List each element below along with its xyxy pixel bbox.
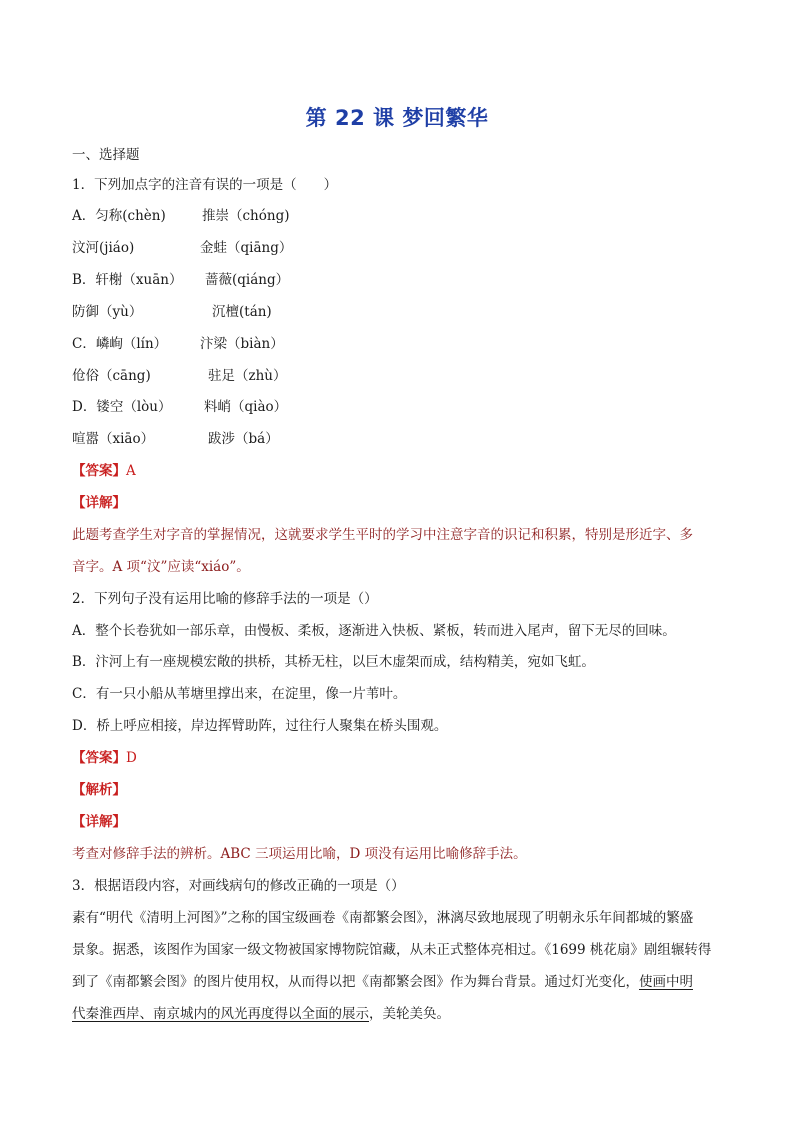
answer-value: A [126, 463, 136, 479]
q1-item: A．匀称(chèn) [72, 208, 166, 224]
q2-option-c: C．有一只小船从苇塘里撑出来，在淀里，像一片苇叶。 [72, 686, 407, 702]
q3-passage-line: 景象。据悉，该图作为国家一级文物被国家博物院馆藏，从未正式整体亮相过。《1699 桃花扇》剧组辗转得 [72, 942, 712, 958]
underlined-sentence: 使画中明 [639, 974, 693, 990]
q1-option-row [72, 397, 288, 417]
lesson-title: 第 22 课 梦回繁华 [305, 106, 489, 130]
q3-passage-line: 素有“明代《清明上河图》”之称的国宝级画卷《南都繁会图》，淋漓尽致地展现了明朝永乐年间都城的繁盛 [72, 910, 694, 926]
q1-item: D．镂空（lòu） [72, 399, 172, 415]
q1-option-row [72, 366, 287, 386]
underlined-sentence: 代秦淮西岸、南京城内的风光再度得以全面的展示 [72, 1006, 369, 1022]
q2-detail-label [72, 812, 126, 832]
q1-item: 蔷薇(qiáng） [205, 272, 290, 288]
q1-detail-text: 此题考查学生对字音的掌握情况，这就要求学生平时的学习中注意字音的识记和积累，特别是形近字、多 [72, 527, 693, 543]
q1-item: B．轩榭（xuān） [72, 272, 183, 288]
q1-option-row [72, 206, 290, 226]
q1-item: 金蛙（qiāng） [200, 240, 293, 256]
q2-detail-text: 考查对修辞手法的辨析。ABC 三项运用比喻，D 项没有运用比喻修辞手法。 [72, 846, 527, 862]
answer-label: 【答案】 [72, 463, 126, 479]
q1-detail-label [72, 493, 126, 513]
q1-item: C．嶙峋（lín） [72, 336, 168, 352]
q1-answer [72, 461, 136, 481]
q1-item: 汶河(jiáo) [72, 240, 135, 256]
answer-label: 【答案】 [72, 750, 126, 766]
q2-answer [72, 748, 137, 768]
q1-item: 料峭（qiào） [204, 399, 288, 415]
q1-item: 喧嚣（xiāo） [72, 431, 155, 447]
analysis-label: 【解析】 [72, 782, 126, 798]
q1-item: 跋涉（bá） [208, 431, 279, 447]
q3-stem: 3．根据语段内容，对画线病句的修改正确的一项是（） [72, 878, 405, 894]
q2-option-b: B．汴河上有一座规模宏敞的拱桥，其桥无柱，以巨木虚架而成，结构精美，宛如飞虹。 [72, 654, 595, 670]
q1-item: 沉檀(tán) [212, 304, 272, 320]
section-heading: 一、选择题 [72, 147, 140, 163]
q1-option-row [72, 334, 284, 354]
q2-option-a: A．整个长卷犹如一部乐章，由慢板、柔板，逐渐进入快板、紧板，转而进入尾声，留下无尽的回味。 [72, 623, 676, 639]
q1-item: 防御（yù） [72, 304, 143, 320]
q1-item: 推崇（chóng) [202, 208, 290, 224]
q1-stem: 1．下列加点字的注音有误的一项是（ ） [72, 177, 338, 193]
q3-passage-line [72, 972, 693, 992]
q1-option-row [72, 270, 290, 290]
detail-label: 【详解】 [72, 814, 126, 830]
q2-stem: 2．下列句子没有运用比喻的修辞手法的一项是（） [72, 591, 378, 607]
passage-text: ，美轮美奂。 [369, 1006, 450, 1022]
q1-option-row [72, 302, 272, 322]
detail-label: 【详解】 [72, 495, 126, 511]
q1-item: 汴梁（biàn） [200, 336, 284, 352]
q1-item: 驻足（zhù） [208, 368, 287, 384]
q1-option-row [72, 429, 279, 449]
q3-passage-line [72, 1004, 450, 1024]
q1-detail-text: 音字。A 项“汶”应读“xiáo”。 [72, 559, 250, 575]
q1-item: 伧俗（cāng) [72, 368, 151, 384]
q2-option-d: D．桥上呼应相接，岸边挥臂助阵，过往行人聚集在桥头围观。 [72, 718, 448, 734]
q1-option-row [72, 238, 293, 258]
q2-analysis-label [72, 780, 126, 800]
answer-value: D [126, 750, 137, 766]
passage-text: 到了《南都繁会图》的图片使用权，从而得以把《南都繁会图》作为舞台背景。通过灯光变化， [72, 974, 639, 990]
